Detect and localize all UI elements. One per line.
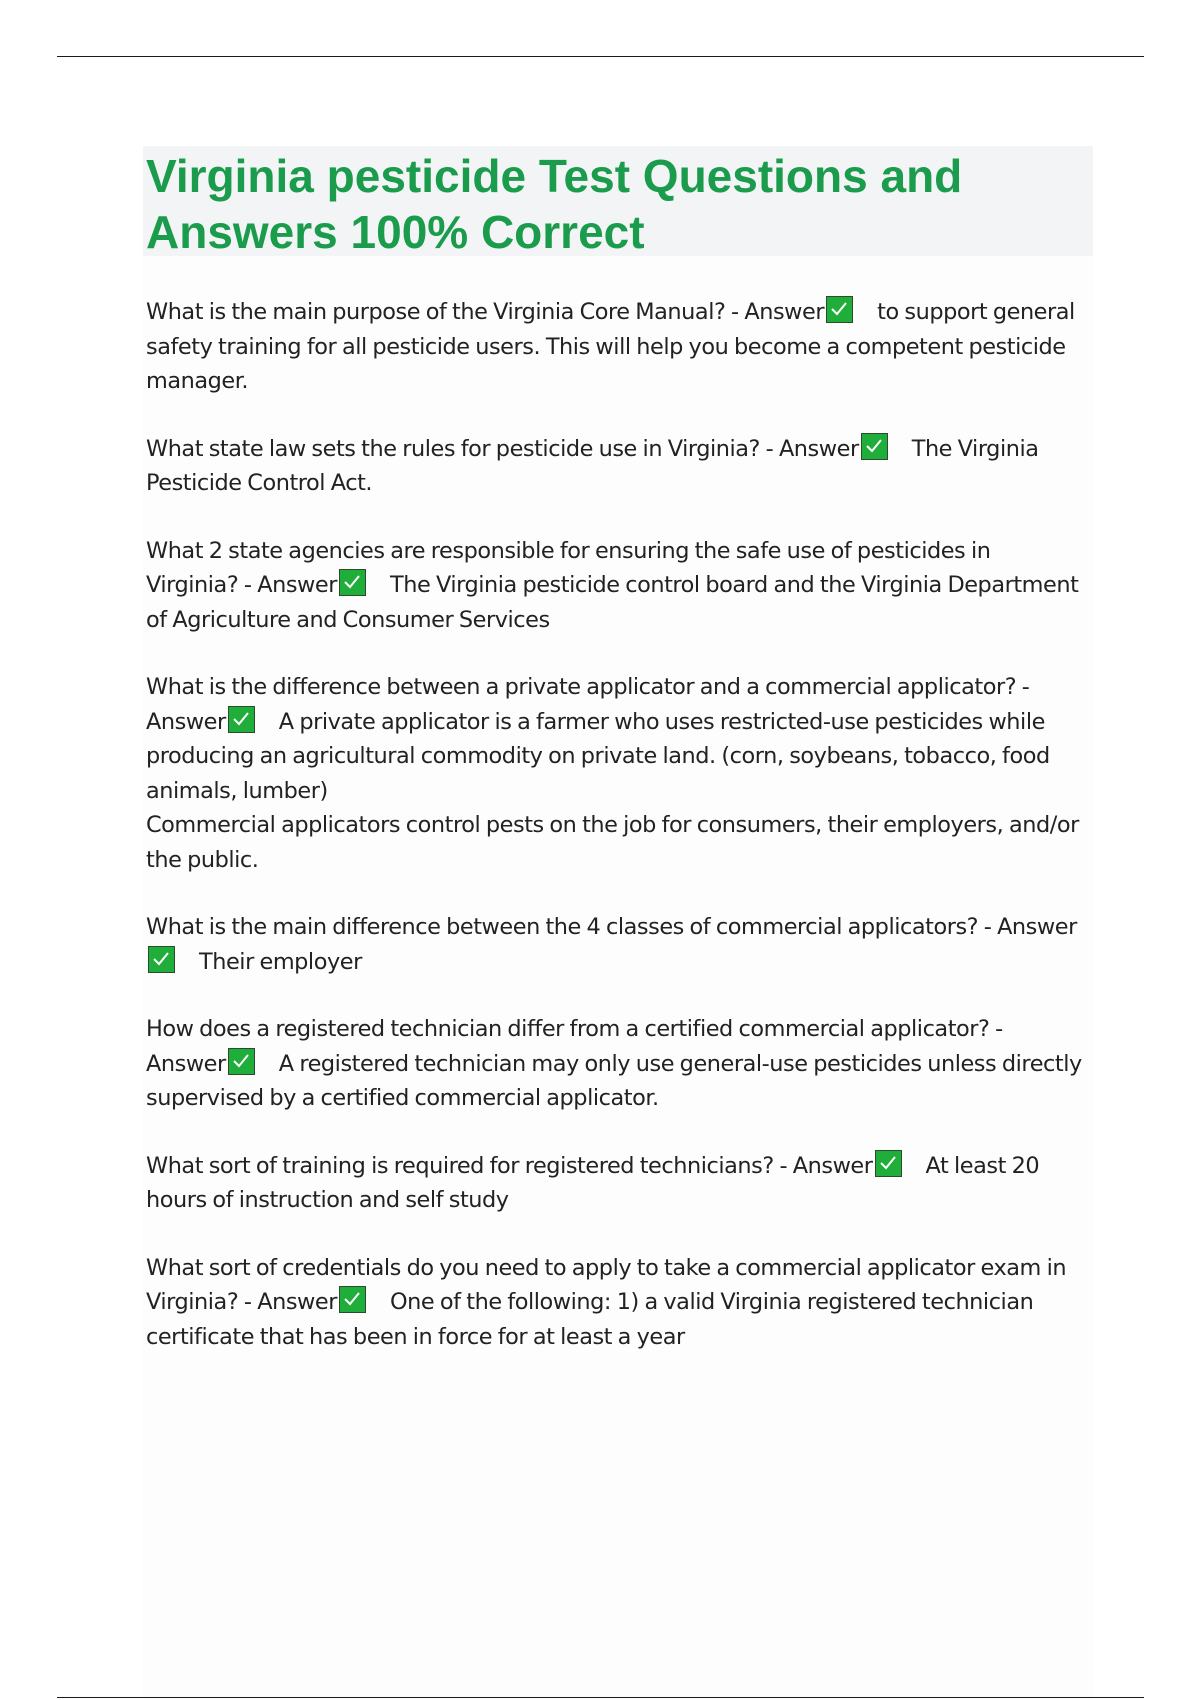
- answer-text: The Virginia Pesticide Control Act.: [146, 435, 1039, 496]
- qa-item: [146, 295, 1086, 399]
- qa-item: [146, 534, 1086, 638]
- qa-item: [146, 670, 1086, 877]
- check-mark-icon: [861, 433, 888, 460]
- qa-item: [146, 1251, 1086, 1355]
- title-banner: [143, 146, 1093, 256]
- qa-item: [146, 432, 1086, 501]
- answer-text: A registered technician may only use general-use pesticides unless directly supervised by a certified commercial applicator.: [146, 1050, 1082, 1111]
- answer-text: to support general safety training for all pesticide users. This will help you become a competent pesticide manager.: [146, 299, 1075, 394]
- check-mark-icon: [228, 706, 255, 733]
- answer-text: At least 20 hours of instruction and self study: [146, 1152, 1040, 1213]
- check-mark-icon: [339, 1286, 366, 1313]
- question-text: How does a registered technician differ from a certified commercial applicator? - Answer: [146, 1016, 1003, 1077]
- qa-item: [146, 1012, 1086, 1116]
- check-mark-icon: [339, 569, 366, 596]
- check-mark-icon: [148, 946, 175, 973]
- answer-continuation: Commercial applicators control pests on the job for consumers, their employers, and/or the public.: [146, 812, 1079, 873]
- answer-text: A private applicator is a farmer who uses restricted-use pesticides while producing an agricultural commodity on private land. (corn, soybeans, tobacco, food animals, lumber): [146, 708, 1050, 804]
- bottom-rule: [57, 1697, 1144, 1698]
- question-text: What is the main purpose of the Virginia Core Manual? - Answer: [146, 299, 825, 325]
- question-text: What is the main difference between the 4 classes of commercial applicators? - Answer: [146, 914, 1077, 940]
- question-text: What 2 state agencies are responsible for ensuring the safe use of pesticides in Virginia? - Answer: [146, 537, 991, 598]
- document-title: Virginia pesticide Test Questions and Answers 100% Correct: [146, 150, 963, 258]
- question-text: What sort of credentials do you need to apply to take a commercial applicator exam in Virginia? - Answer: [146, 1254, 1067, 1315]
- check-mark-icon: [826, 296, 853, 323]
- answer-text: The Virginia pesticide control board and the Virginia Department of Agriculture and Consumer Services: [146, 572, 1079, 633]
- qa-item: [146, 910, 1086, 979]
- check-mark-icon: [228, 1048, 255, 1075]
- check-mark-icon: [875, 1150, 902, 1177]
- answer-text: One of the following: 1) a valid Virginia registered technician certificate that has been in force for at least a year: [146, 1289, 1034, 1350]
- qa-list: [146, 295, 1086, 1387]
- question-text: What is the difference between a private applicator and a commercial applicator? - Answer: [146, 674, 1030, 735]
- answer-text: Their employer: [199, 948, 362, 975]
- question-text: What sort of training is required for registered technicians? - Answer: [146, 1152, 873, 1179]
- question-text: What state law sets the rules for pesticide use in Virginia? - Answer: [146, 435, 859, 462]
- qa-item: [146, 1149, 1086, 1218]
- top-rule: [57, 56, 1144, 57]
